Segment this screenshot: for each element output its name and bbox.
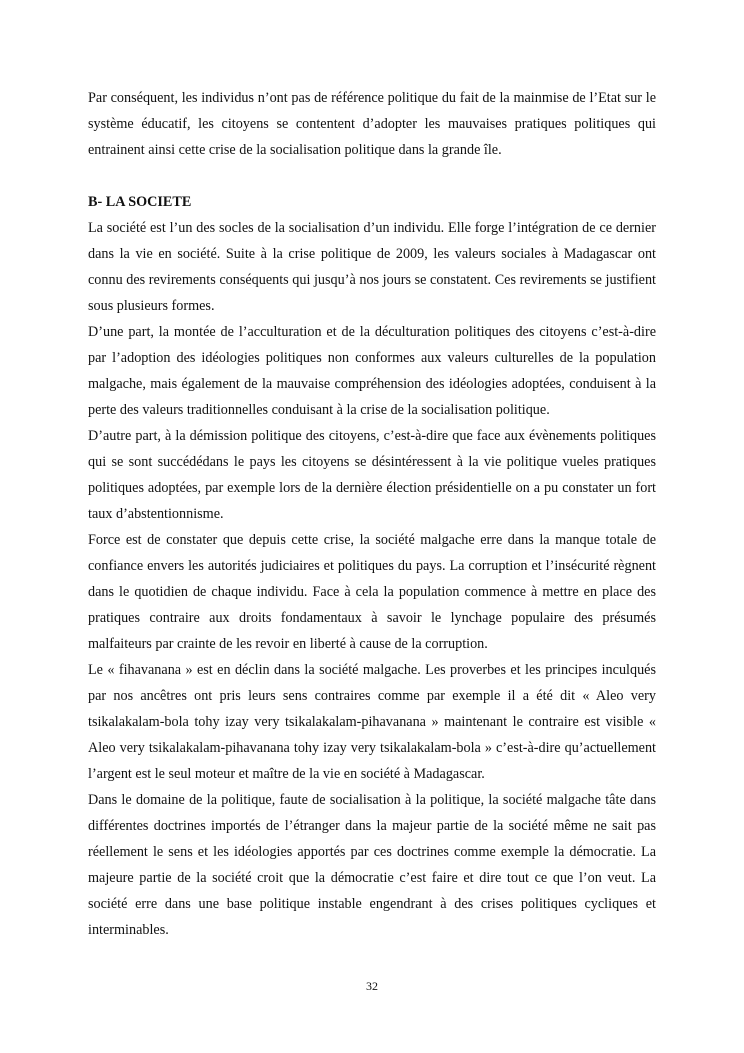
paragraph-demission-politique: D’autre part, à la démission politique des citoyens, c’est-à-dire que face aux évènements politiques qui se sont succédédans le pays les citoyens se désintéressent à la vie politique vueles pratiques politiques adoptées, par exemple lors de la dernière élection présidentielle on a pu constater un fort taux d’abstentionnisme. <box>88 428 656 522</box>
paragraph-acculturation: D’une part, la montée de l’acculturation et de la déculturation politiques des citoyens c’est-à-dire par l’adoption des idéologies politiques non conformes aux valeurs culturelles de la population malgache, mais également de la mauvaise compréhension des idéologies adoptées, conduisent à la perte des valeurs traditionnelles conduisant à la crise de la socialisation politique. <box>88 324 656 418</box>
page-body <box>88 85 656 943</box>
section-heading: B- LA SOCIETE <box>88 194 192 210</box>
paragraph-gap <box>88 163 656 189</box>
paragraph-doctrines: Dans le domaine de la politique, faute de socialisation à la politique, la société malgache tâte dans différentes doctrines importés de l’étranger dans la majeur partie de la société même ne sait pas réellement le sens et les idéologies apportés par ces doctrines comme exemple la démocratie. La majeure partie de la société croit que la démocratie c’est faire et dire tout ce que l’on veut. La société erre dans une base politique instable engendrant à des crises politiques cycliques et interminables. <box>88 792 656 938</box>
page-number: 32 <box>366 979 378 993</box>
paragraph-confiance: Force est de constater que depuis cette crise, la société malgache erre dans la manque totale de confiance envers les autorités judiciaires et politiques du pays. La corruption et l’insécurité règnent dans le quotidien de chaque individu. Face à cela la population commence à mettre en place des pratiques contraire aux droits fondamentaux à savoir le lynchage populaire des présumés malfaiteurs par crainte de les revoir en liberté à cause de la corruption. <box>88 532 656 652</box>
paragraph-societe-socle: La société est l’un des socles de la socialisation d’un individu. Elle forge l’intégration de ce dernier dans la vie en société. Suite à la crise politique de 2009, les valeurs sociales à Madagascar ont connu des revirements conséquents qui jusqu’à nos jours se constatent. Ces revirements se justifient sous plusieurs formes. <box>88 220 656 314</box>
intro-paragraph: Par conséquent, les individus n’ont pas de référence politique du fait de la mainmise de l’Etat sur le système éducatif, les citoyens se contentent d’adopter les mauvaises pratiques politiques qui entrainent ainsi cette crise de la socialisation politique dans la grande île. <box>88 90 656 158</box>
paragraph-fihavanana: Le « fihavanana » est en déclin dans la société malgache. Les proverbes et les principes inculqués par nos ancêtres ont pris leurs sens contraires comme par exemple il a été dit « Aleo very tsikalakalam-bola tohy izay very tsikalakalam-pihavanana » maintenant le contraire est visible « Aleo very tsikalakalam-pihavanana tohy izay very tsikalakalam-bola » c’est-à-dire qu’actuellement l’argent est le seul moteur et maître de la vie en société à Madagascar. <box>88 662 656 782</box>
